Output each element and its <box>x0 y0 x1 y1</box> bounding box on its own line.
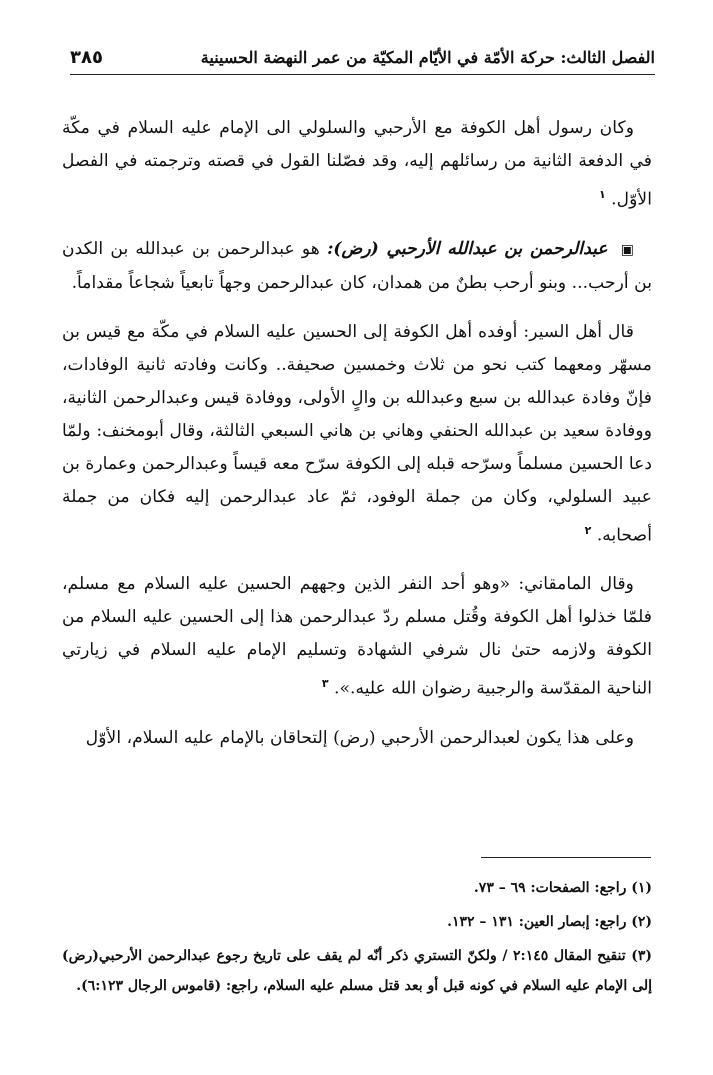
page-number: ٣٨٥ <box>70 46 103 68</box>
paragraph-3-text: قال أهل السير: أوفده أهل الكوفة إلى الحسين عليه السلام في مكّة مع قيس بن مسهّر ومعهما كتب نحو من ثلاث وخمسين صحيفة.. وكانت وفادته ثانية الوفادات، فإنّ وفادة عبدالله بن سبع وعبدالله بن والٍ الأولى، ووفادة قيس وعبدالرحمن الثانية، ووفادة سعيد بن عبدالله الحنفي وهاني بن هاني السبعي الثالثة، وقال أبومخنف: ولمّا دعا الحسين مسلماً وسرّحه قبله إلى الكوفة سرّح معه قيساً وعبدالرحمن وعمارة بن عبيد السلولي، وكان من جملة الوفود، ثمّ عاد عبدالرحمن إليه فكان من جملة أصحابه. <box>62 321 652 546</box>
footnote-1: (١) راجع: الصفحات: ٦٩ – ٧٣. <box>473 880 652 896</box>
footnote-2: (٢) راجع: إبصار العين: ١٣١ – ١٣٢. <box>447 914 652 930</box>
paragraph-4-text: وقال المامقاني: «وهو أحد النفر الذين وجههم الحسين عليه السلام مع مسلم، فلمّا خذلوا أهل الكوفة وقُتل مسلم ردّ عبدالرحمن هذا إلى الحسين عليه السلام من الكوفة ولازمه حتىٰ نال شرفي الشهادة وتسليم الإمام عليه السلام في زيارتي الناحية المقدّسة والرجبية رضوان الله عليه.». <box>62 574 652 700</box>
paragraph-2 <box>62 233 652 300</box>
running-title: الفصل الثالث: حركة الأمّة في الأيّام المكيّة من عمر النهضة الحسينية <box>200 47 655 67</box>
footnotes <box>62 873 652 1005</box>
footnote-ref-3: ٣ <box>321 677 329 691</box>
page-header <box>70 40 655 75</box>
square-bullet-icon: ▣ <box>620 241 634 258</box>
main-text <box>62 112 652 771</box>
paragraph-3 <box>62 316 652 553</box>
footnote-divider <box>481 857 651 858</box>
paragraph-5-text: وعلى هذا يكون لعبدالرحمن الأرحبي (رض) إلتحاقان بالإمام عليه السلام، الأوّل <box>85 728 634 749</box>
footnote-ref-1: ١ <box>598 188 606 201</box>
paragraph-5 <box>62 722 652 755</box>
paragraph-1 <box>62 112 652 217</box>
footnote-3: (٣) تنقيح المقال ٢:١٤٥ / ولكنّ التستري ذكر أنّه لم يقف على تاريخ رجوع عبدالرحمن الأرحبي(رض) إلى الإمام عليه السلام في كونه قبل أو بعد قتل مسلم عليه السلام، راجع: (قاموس الرجال ٦:١٢٣). <box>62 948 653 994</box>
person-name-heading: عبدالرحمن بن عبدالله الأرحبي (رض): <box>327 238 608 259</box>
paragraph-4 <box>62 568 652 706</box>
footnote-ref-2: ٢ <box>584 523 592 537</box>
paragraph-2-text: هو عبدالرحمن بن عبدالله بن الكدن بن أرحب... وبنو أرحب بطنٌ من همدان، كان عبدالرحمن وجهاً تابعياً شجاعاً مقداماً. <box>62 238 652 293</box>
paragraph-1-text: وكان رسول أهل الكوفة مع الأرحبي والسلولي الى الإمام عليه السلام في مكّة في الدفعة الثانية من رسائلهم إليه، وقد فصّلنا القول في قصته وترجمته في الفصل الأوّل. <box>62 118 652 210</box>
